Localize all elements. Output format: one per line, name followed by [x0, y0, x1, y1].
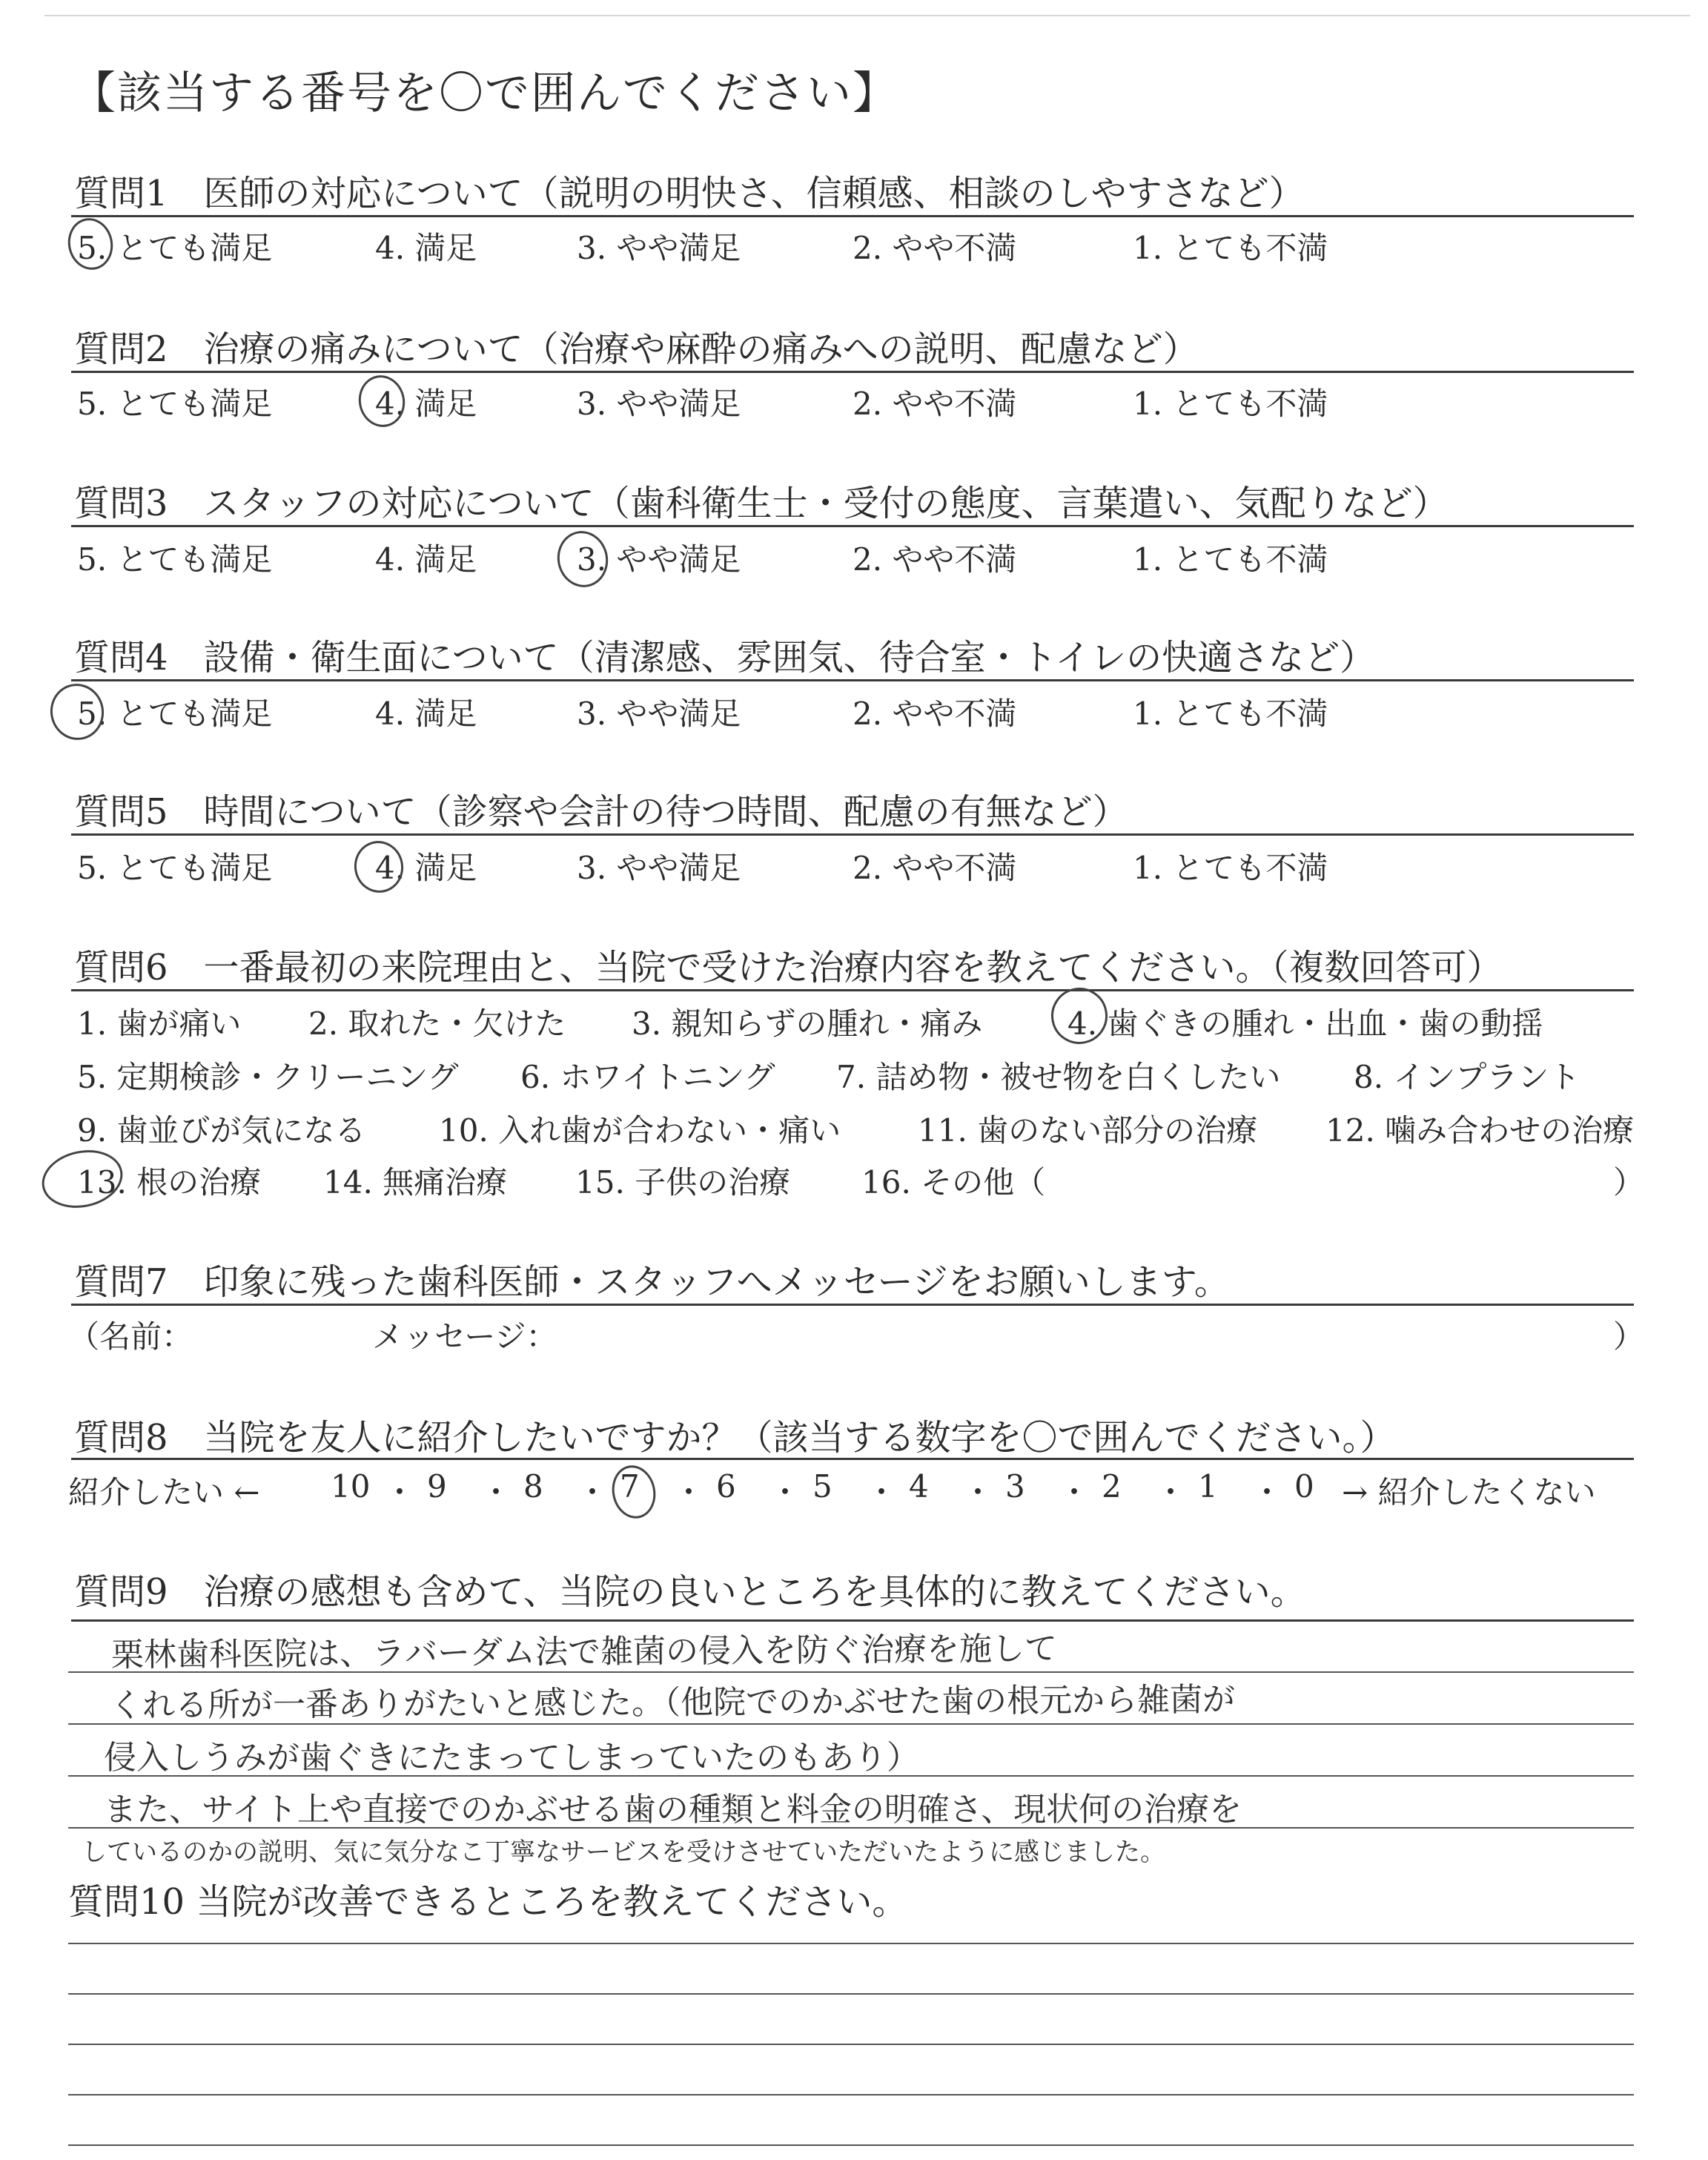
q9-line-1	[71, 1619, 1634, 1622]
q6-option-13[interactable]: 13. 根の治療	[77, 1164, 262, 1200]
q8-scale-value[interactable]: 9	[427, 1468, 447, 1505]
q5-option-3[interactable]: 3. やや満足	[577, 850, 741, 886]
q8-scale-separator: ・	[1059, 1474, 1090, 1510]
q6-option-15[interactable]: 15. 子供の治療	[575, 1164, 791, 1200]
q9-handwriting-line-4: また、サイト上や直接でのかぶせる歯の種類と料金の明確さ、現状何の治療を	[104, 1791, 1242, 1829]
q9-handwriting-line-3: 侵入しうみが歯ぐきにたまってしまっていたのもあり）	[104, 1739, 919, 1777]
q8-scale-separator: ・	[673, 1474, 705, 1510]
question-8-rule	[71, 1458, 1634, 1460]
q8-scale-value[interactable]: 6	[716, 1468, 736, 1505]
q2-option-1[interactable]: 1. とても不満	[1133, 386, 1328, 422]
q2-option-5[interactable]: 5. とても満足	[77, 386, 273, 422]
page-title: 【該当する番号を〇で囲んでください】	[71, 67, 898, 119]
q1-option-3[interactable]: 3. やや満足	[577, 230, 741, 266]
question-1-label: 質問1 医師の対応について（説明の明快さ、信頼感、相談のしやすさなど）	[74, 173, 1305, 214]
q6-option-7[interactable]: 7. 詰め物・被せ物を白くしたい	[836, 1059, 1281, 1095]
question-3-label: 質問3 スタッフの対応について（歯科衛生士・受付の態度、言葉遣い、気配りなど）	[74, 483, 1449, 524]
q1-option-4[interactable]: 4. 満足	[375, 230, 477, 266]
top-border	[44, 15, 1690, 16]
q9-handwriting-line-1: 栗林歯科医院は、ラバーダム法で雑菌の侵入を防ぐ治療を施して	[110, 1630, 1058, 1674]
q5-option-2[interactable]: 2. やや不満	[853, 850, 1017, 886]
q8-scale-separator: ・	[866, 1474, 898, 1510]
q8-scale-separator: ・	[577, 1474, 609, 1510]
q7-message-label: メッセージ：	[372, 1318, 557, 1355]
q8-scale-separator: ・	[384, 1474, 416, 1510]
question-9-label: 質問9 治療の感想も含めて、当院の良いところを具体的に教えてください。	[74, 1571, 1306, 1613]
q8-scale-value[interactable]: 4	[909, 1468, 929, 1505]
q6-option-8[interactable]: 8. インプラント	[1354, 1059, 1580, 1095]
q6-option-2[interactable]: 2. 取れた・欠けた	[308, 1005, 566, 1042]
q8-scale-separator: ・	[1155, 1474, 1187, 1510]
q4-option-1[interactable]: 1. とても不満	[1133, 696, 1328, 732]
q8-scale-value[interactable]: 8	[523, 1468, 543, 1505]
q8-scale-separator: ・	[962, 1474, 994, 1510]
q4-option-3[interactable]: 3. やや満足	[577, 696, 741, 732]
q3-option-4[interactable]: 4. 満足	[375, 541, 477, 578]
q10-line-1	[68, 1943, 1634, 1944]
q10-line-4	[68, 2094, 1634, 2095]
q3-option-1[interactable]: 1. とても不満	[1133, 541, 1328, 578]
q6-option-4[interactable]: 4. 歯ぐきの腫れ・出血・歯の動揺	[1068, 1005, 1543, 1042]
q6-option-6[interactable]: 6. ホワイトニング	[520, 1059, 775, 1095]
q6-option-3[interactable]: 3. 親知らずの腫れ・痛み	[632, 1005, 983, 1042]
q10-line-3	[68, 2044, 1634, 2045]
question-1-rule	[71, 215, 1634, 217]
question-4-label: 質問4 設備・衛生面について（清潔感、雰囲気、待合室・トイレの快適さなど）	[74, 637, 1376, 678]
q3-option-3[interactable]: 3. やや満足	[577, 541, 741, 578]
q7-name-label: （名前：	[68, 1318, 193, 1355]
question-5-rule	[71, 833, 1634, 836]
q4-option-4[interactable]: 4. 満足	[375, 696, 477, 732]
q8-scale-value[interactable]: 10	[331, 1468, 371, 1505]
q8-scale-separator: ・	[1251, 1474, 1283, 1510]
q8-scale-value[interactable]: 7	[620, 1468, 640, 1505]
q10-line-5	[68, 2144, 1634, 2146]
q6-option-11[interactable]: 11. 歯のない部分の治療	[918, 1112, 1258, 1149]
q2-option-4[interactable]: 4. 満足	[375, 386, 477, 422]
q6-other-close-paren: ）	[1613, 1164, 1645, 1200]
question-7-rule	[71, 1304, 1634, 1306]
question-8-label: 質問8 当院を友人に紹介したいですか？（該当する数字を〇で囲んでください。）	[74, 1417, 1396, 1459]
q8-scale-value[interactable]: 5	[812, 1468, 833, 1505]
q6-option-16[interactable]: 16. その他（	[861, 1164, 1046, 1200]
question-2-label: 質問2 治療の痛みについて（治療や麻酔の痛みへの説明、配慮など）	[74, 328, 1199, 370]
question-10-label: 質問10 当院が改善できるところを教えてください。	[68, 1881, 908, 1923]
question-3-rule	[71, 525, 1634, 527]
q4-option-5[interactable]: 5. とても満足	[77, 696, 273, 732]
q6-option-9[interactable]: 9. 歯並びが気になる	[77, 1112, 366, 1149]
q6-option-5[interactable]: 5. 定期検診・クリーニング	[77, 1059, 459, 1095]
q2-option-2[interactable]: 2. やや不満	[853, 386, 1017, 422]
q5-option-4[interactable]: 4. 満足	[375, 850, 477, 886]
question-2-rule	[71, 371, 1634, 373]
q8-scale-separator: ・	[480, 1474, 512, 1510]
q8-left-label: 紹介したい ←	[68, 1474, 260, 1510]
q6-option-10[interactable]: 10. 入れ歯が合わない・痛い	[439, 1112, 841, 1149]
q9-handwriting-line-2: くれる所が一番ありがたいと感じた。（他院でのかぶせた歯の根元から雑菌が	[109, 1681, 1236, 1725]
q8-right-label: → 紹介したくない	[1342, 1474, 1596, 1510]
question-7-label: 質問7 印象に残った歯科医師・スタッフへメッセージをお願いします。	[74, 1261, 1230, 1303]
q9-handwriting-line-5: しているのかの説明、気に気分なこ丁寧なサービスを受けさせていただいたように感じました。	[82, 1837, 1165, 1867]
question-6-rule	[71, 989, 1634, 991]
q7-close-paren: ）	[1613, 1318, 1645, 1355]
q6-option-12[interactable]: 12. 噛み合わせの治療	[1325, 1112, 1635, 1149]
q4-selection-circle	[45, 678, 109, 744]
q8-scale-value[interactable]: 3	[1005, 1468, 1025, 1505]
q8-scale-value[interactable]: 2	[1102, 1468, 1122, 1505]
q3-option-2[interactable]: 2. やや不満	[853, 541, 1017, 578]
q4-option-2[interactable]: 2. やや不満	[853, 696, 1017, 732]
q1-option-5[interactable]: 5. とても満足	[77, 230, 273, 266]
q6-option-1[interactable]: 1. 歯が痛い	[77, 1005, 242, 1042]
question-5-label: 質問5 時間について（診察や会計の待つ時間、配慮の有無など）	[74, 791, 1128, 833]
q3-option-5[interactable]: 5. とても満足	[77, 541, 273, 578]
q8-selection-circle	[607, 1462, 661, 1522]
q8-scale-value[interactable]: 0	[1294, 1468, 1314, 1505]
q8-scale-separator: ・	[769, 1474, 801, 1510]
q8-scale-value[interactable]: 1	[1198, 1468, 1218, 1505]
q10-line-2	[68, 1993, 1634, 1995]
q5-option-1[interactable]: 1. とても不満	[1133, 850, 1328, 886]
question-4-rule	[71, 679, 1634, 681]
q1-option-1[interactable]: 1. とても不満	[1133, 230, 1328, 266]
q6-option-14[interactable]: 14. 無痛治療	[323, 1164, 508, 1200]
q6-option-13-circle	[36, 1143, 128, 1215]
q2-option-3[interactable]: 3. やや満足	[577, 386, 741, 422]
q5-option-5[interactable]: 5. とても満足	[77, 850, 273, 886]
question-6-label: 質問6 一番最初の来院理由と、当院で受けた治療内容を教えてください。（複数回答可）	[74, 947, 1503, 988]
q1-option-2[interactable]: 2. やや不満	[853, 230, 1017, 266]
